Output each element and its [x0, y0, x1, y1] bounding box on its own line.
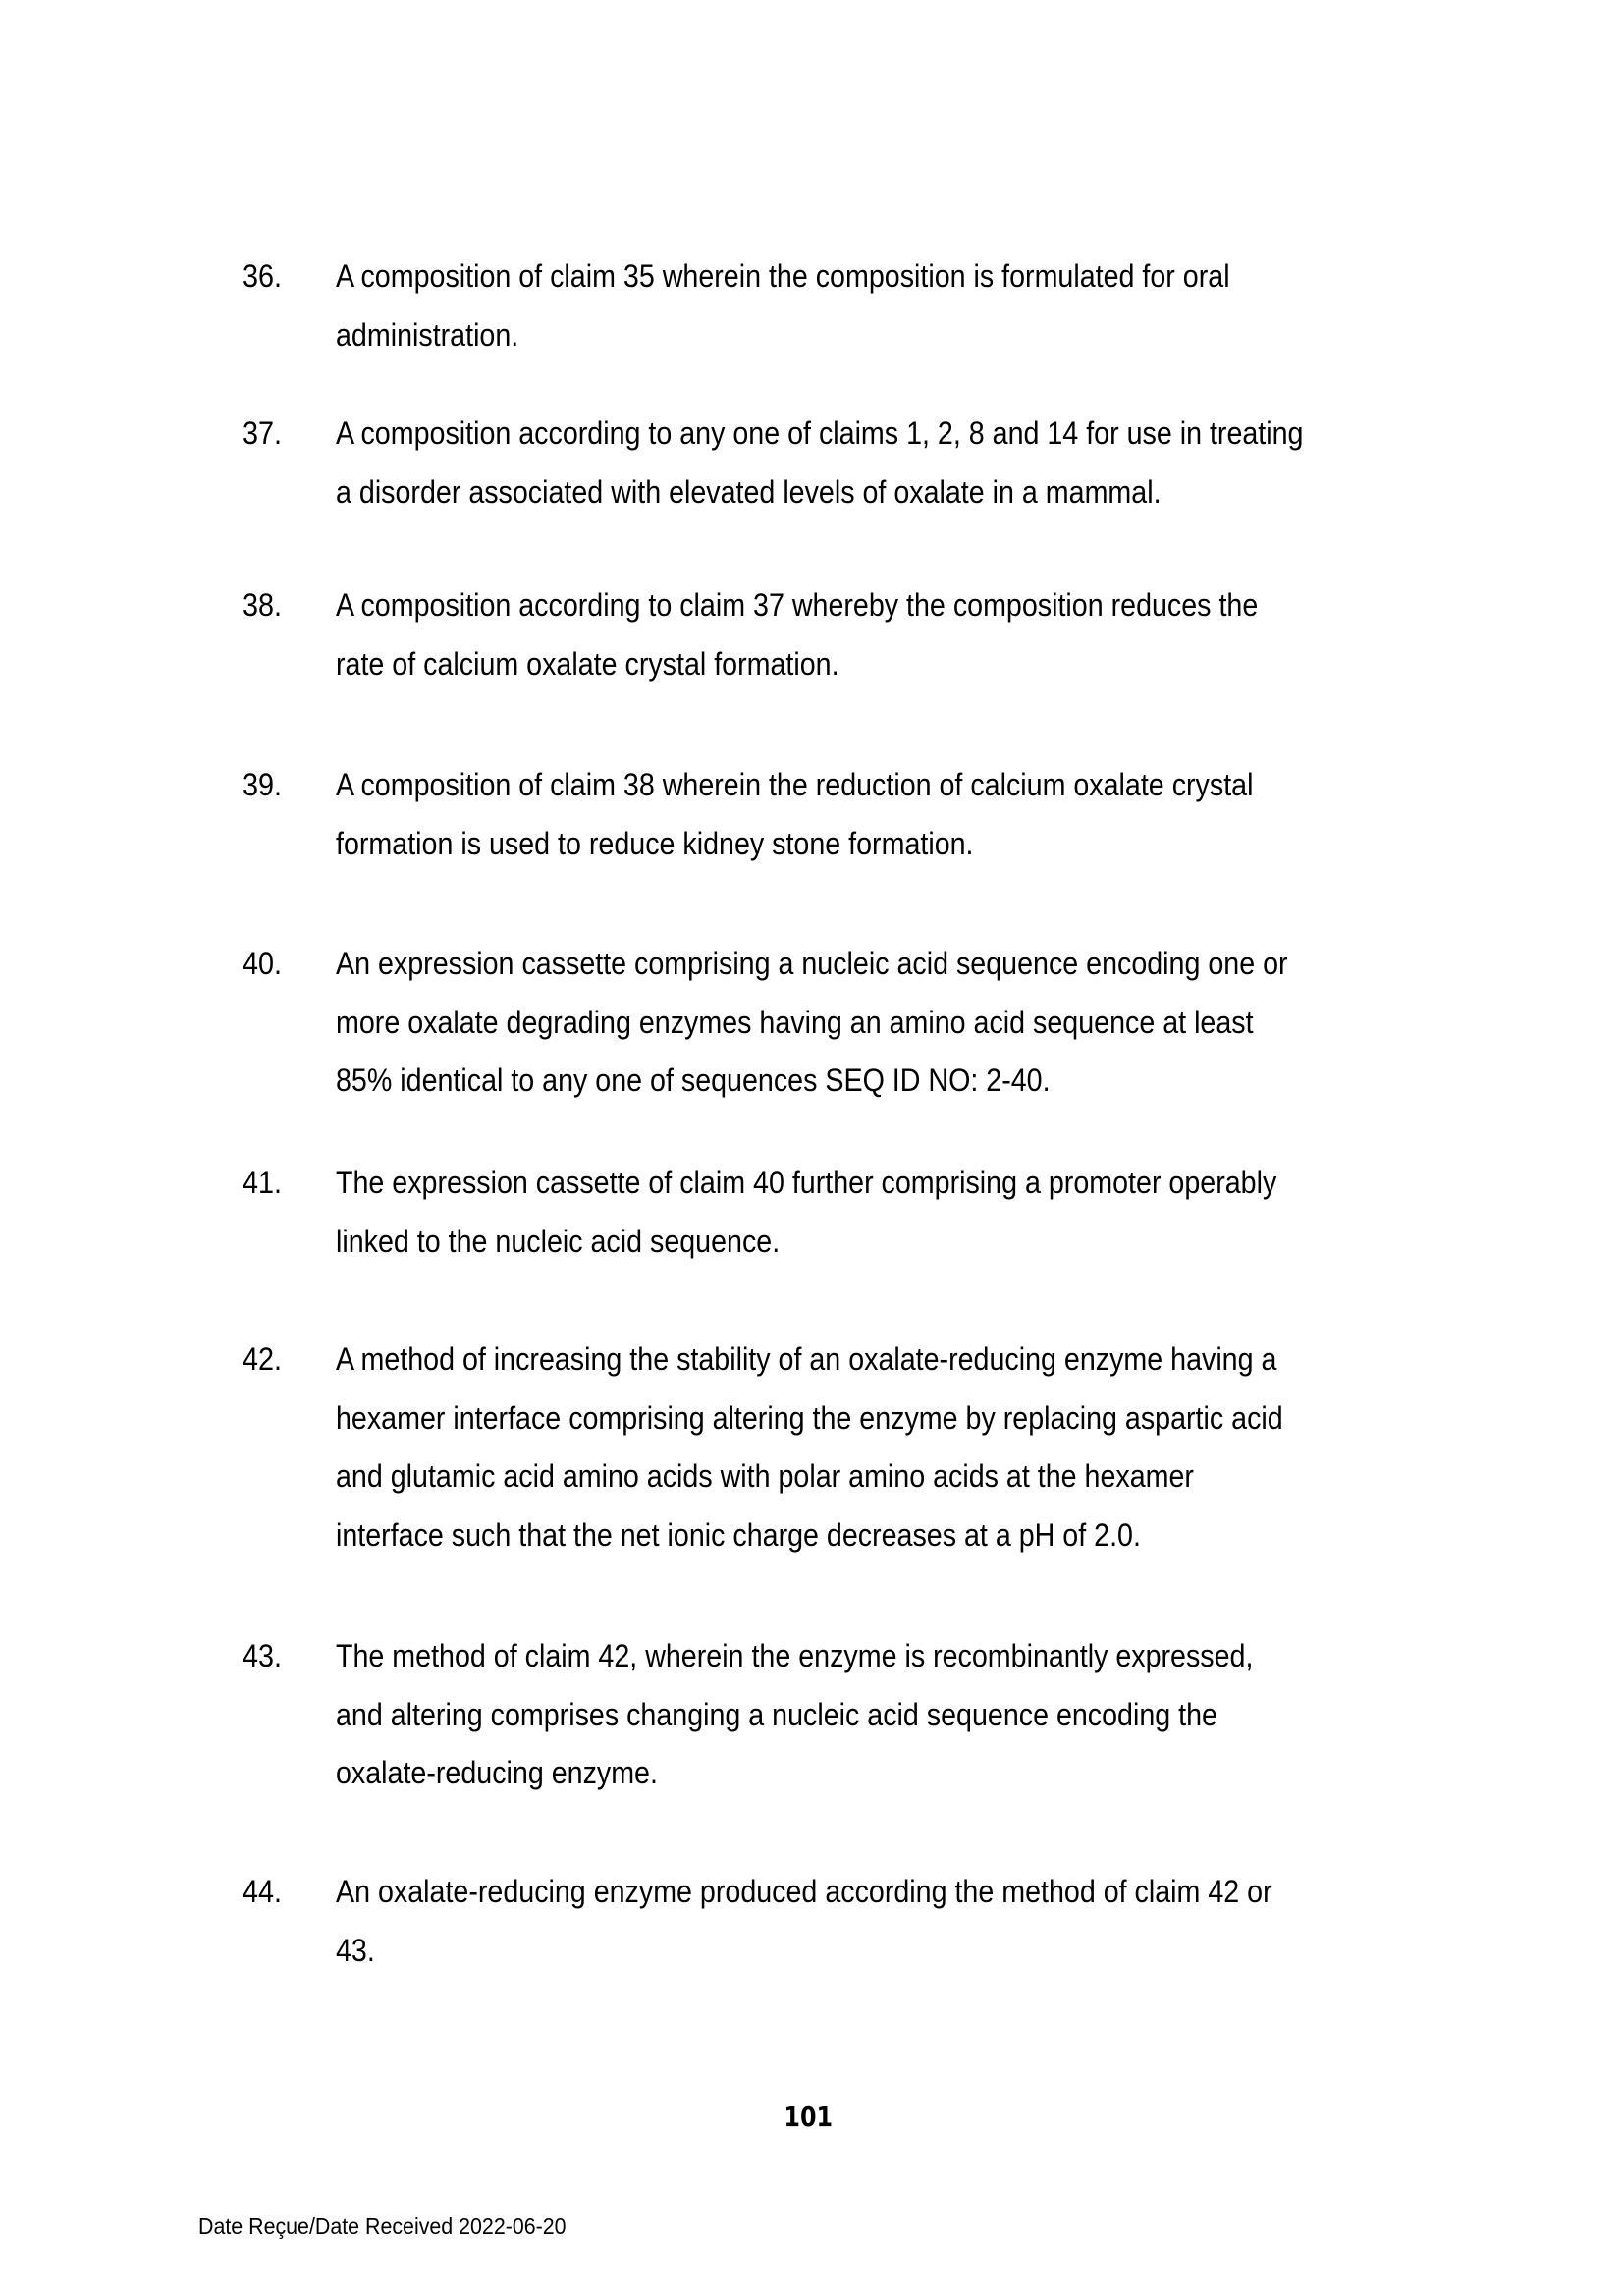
claim-line: and glutamic acid amino acids with polar amino acids at the hexamer — [336, 1458, 1194, 1494]
claim-text — [336, 1627, 1514, 1803]
claim-line: linked to the nucleic acid sequence. — [336, 1223, 781, 1259]
claim-line: A method of increasing the stability of an oxalate-reducing enzyme having a — [336, 1341, 1277, 1377]
claim-number: 41. — [243, 1165, 283, 1200]
claim-text — [336, 935, 1514, 1111]
claim-line: administration. — [336, 316, 519, 353]
claim-line: rate of calcium oxalate crystal formation. — [336, 645, 839, 682]
claim-number: 36. — [243, 258, 283, 294]
claim-line: oxalate-reducing enzyme. — [336, 1755, 658, 1790]
claim-text — [336, 1331, 1514, 1564]
claim-line: formation is used to reduce kidney stone formation. — [336, 825, 974, 861]
claim-number: 44. — [243, 1874, 283, 1909]
claim-number: 39. — [243, 767, 283, 802]
claim-text — [336, 247, 1514, 364]
claim-line: A composition of claim 38 wherein the reduction of calcium oxalate crystal — [336, 767, 1254, 802]
claim-line: interface such that the net ionic charge decreases at a pH of 2.0. — [336, 1516, 1141, 1553]
claim-line: The expression cassette of claim 40 further comprising a promoter operably — [336, 1165, 1277, 1200]
claim-line: hexamer interface comprising altering the enzyme by replacing aspartic acid — [336, 1399, 1283, 1436]
received-date-stamp: Date Reçue/Date Received 2022-06-20 — [198, 2214, 567, 2239]
page-number-text: 101 — [784, 2101, 833, 2133]
claim-line: An oxalate-reducing enzyme produced according the method of claim 42 or — [336, 1874, 1272, 1909]
claim-line: 43. — [336, 1932, 375, 1968]
claim-line: a disorder associated with elevated levels of oxalate in a mammal. — [336, 473, 1162, 510]
claim-line: A composition according to any one of claims 1, 2, 8 and 14 for use in treating — [336, 415, 1304, 451]
claim-text — [336, 405, 1514, 521]
claim-number: 40. — [243, 946, 283, 981]
claim-number: 37. — [243, 415, 283, 451]
claim-line: A composition of claim 35 wherein the composition is formulated for oral — [336, 258, 1230, 294]
claim-number: 42. — [243, 1341, 283, 1377]
claim-line: An expression cassette comprising a nucleic acid sequence encoding one or — [336, 946, 1288, 981]
claim-text — [336, 756, 1514, 873]
claim-line: A composition according to claim 37 whereby the composition reduces the — [336, 587, 1259, 623]
claim-number: 38. — [243, 587, 283, 623]
claim-text — [336, 576, 1514, 693]
page-number — [0, 2100, 1622, 2135]
claim-line: The method of claim 42, wherein the enzyme is recombinantly expressed, — [336, 1638, 1254, 1673]
claim-text — [336, 1863, 1514, 1980]
claim-number: 43. — [243, 1638, 283, 1673]
claim-line: 85% identical to any one of sequences SEQ ID NO: 2-40. — [336, 1063, 1051, 1098]
claim-line: and altering comprises changing a nucleic acid sequence encoding the — [336, 1696, 1217, 1732]
claim-text — [336, 1154, 1514, 1271]
claim-line: more oxalate degrading enzymes having an amino acid sequence at least — [336, 1004, 1254, 1040]
